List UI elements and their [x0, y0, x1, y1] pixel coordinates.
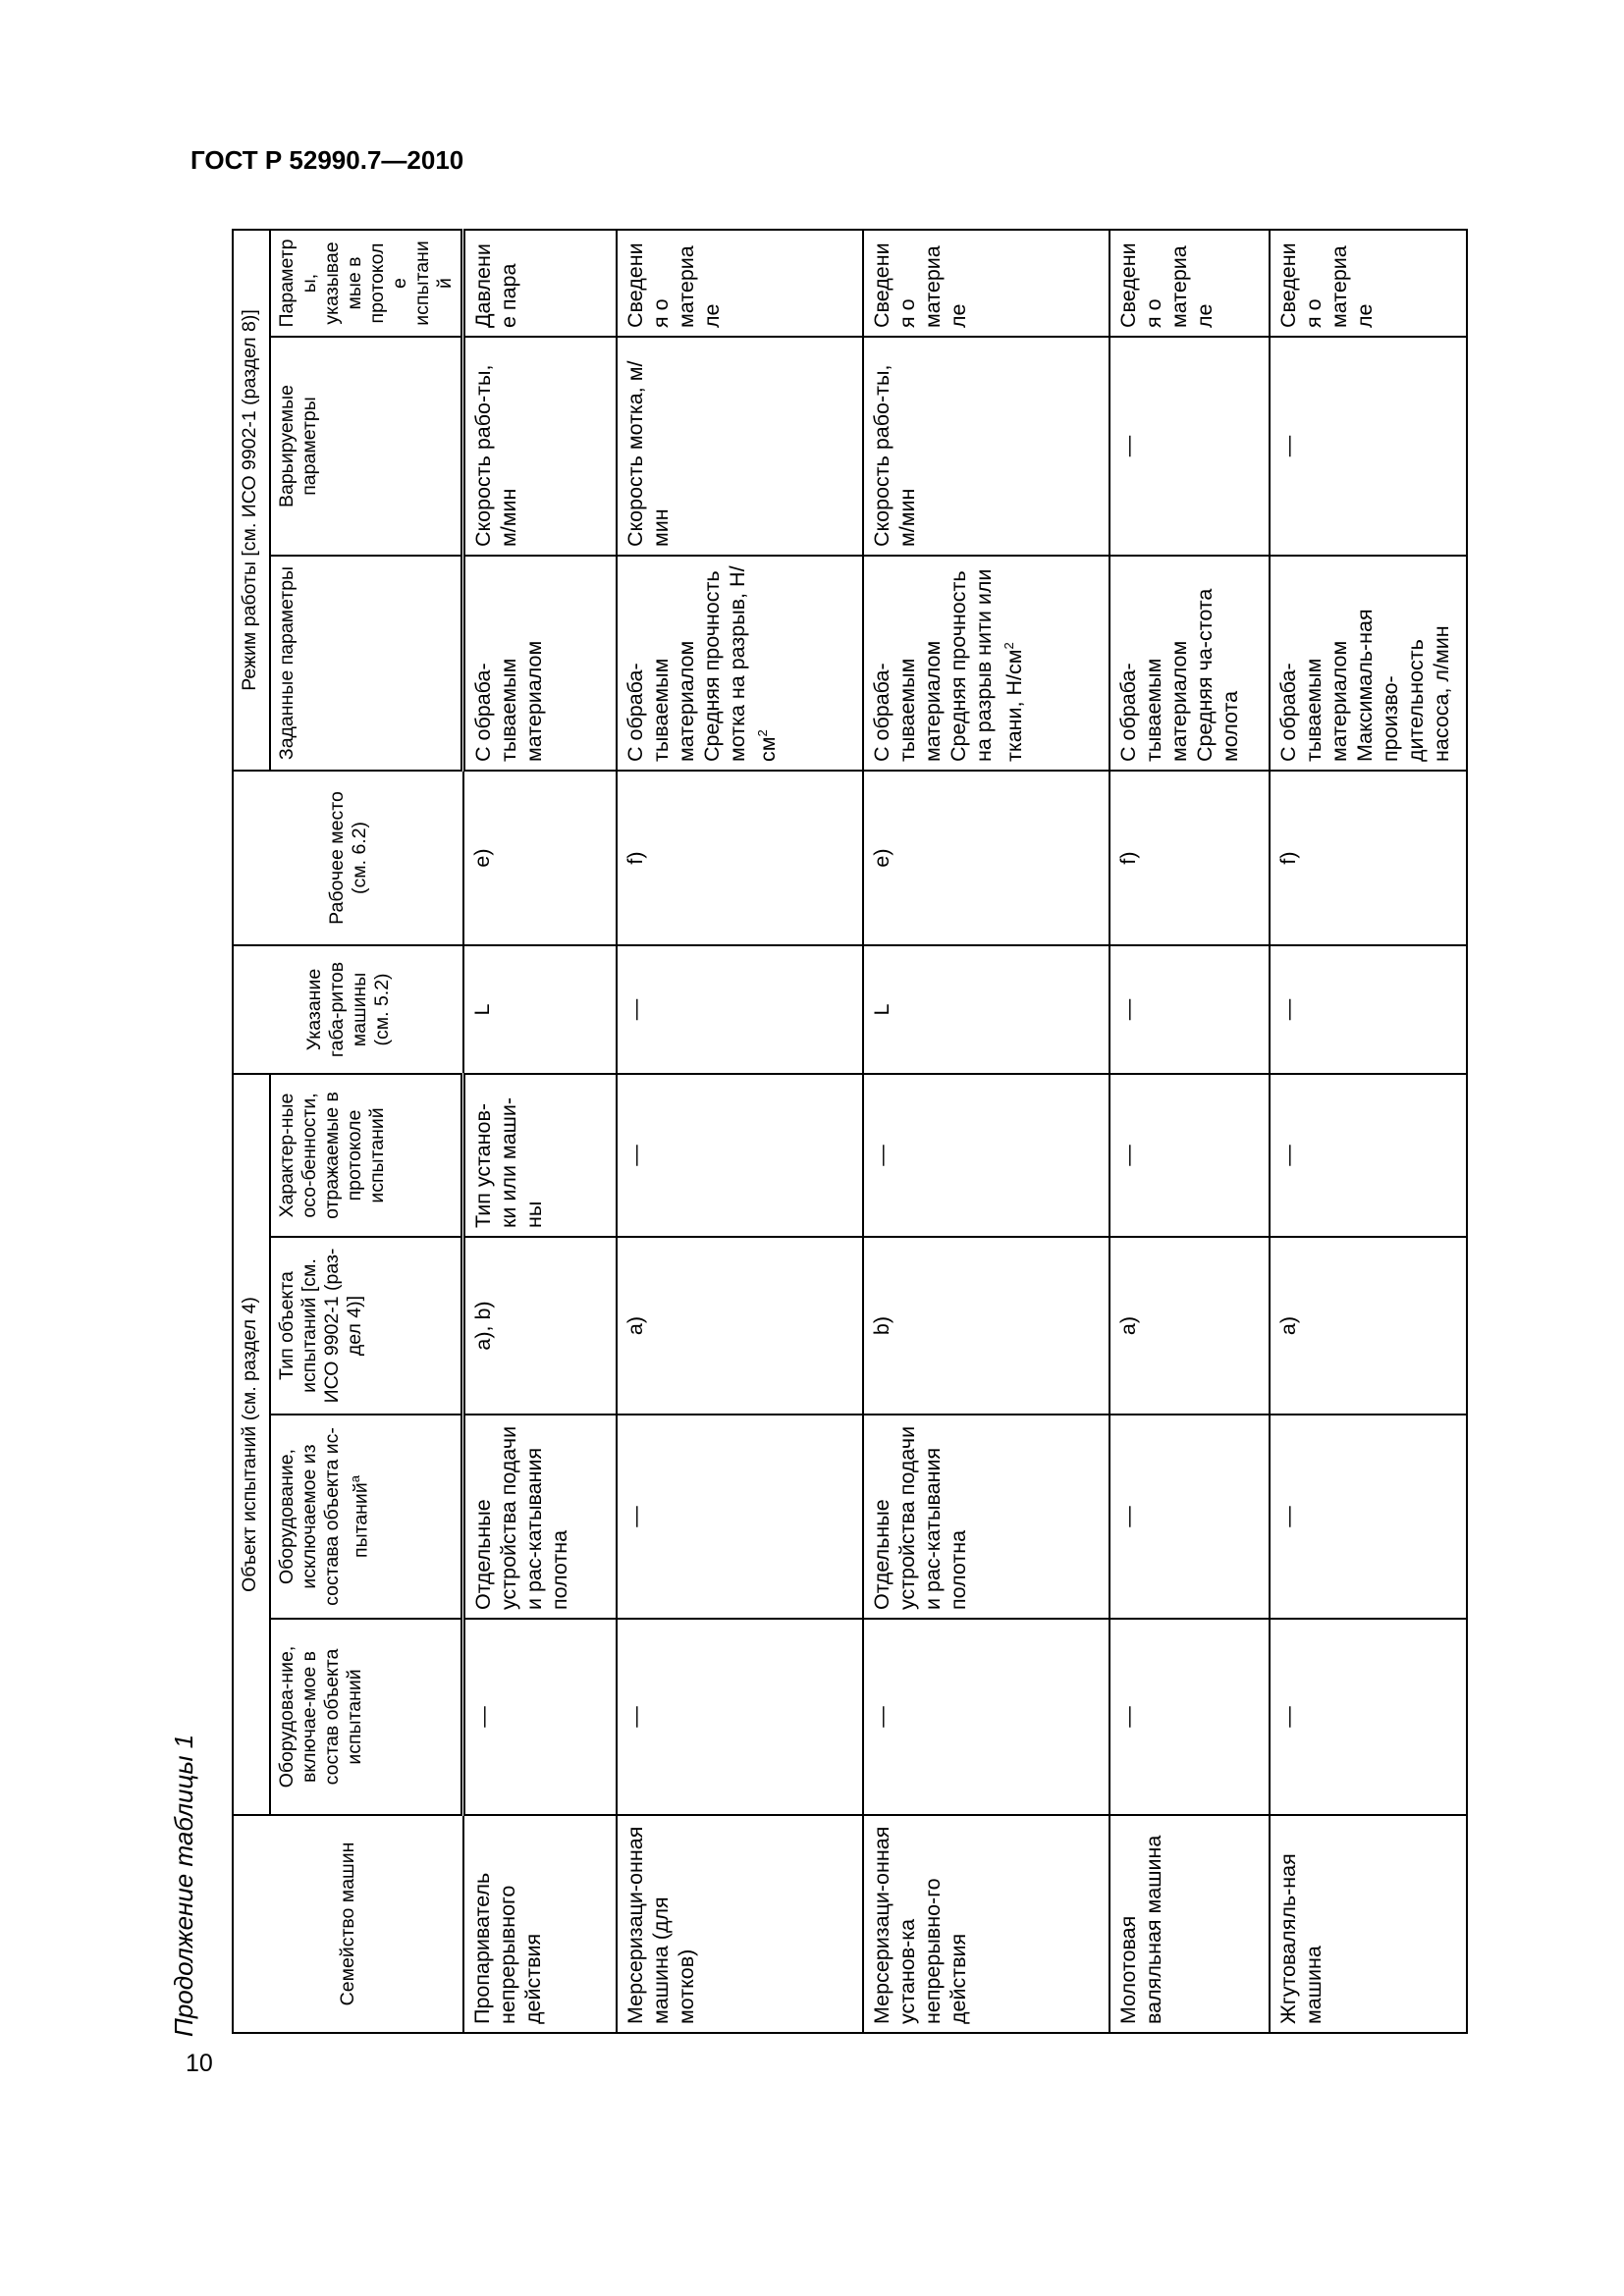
cell-features: —: [1270, 1074, 1467, 1237]
col-header-excluded: [270, 1415, 463, 1619]
table-caption: Продолжение таблицы 1: [169, 1734, 198, 2037]
cell-family: Мерсеризаци-онная машина (для мотков): [617, 1815, 863, 2033]
cell-workplace: e): [863, 771, 1110, 945]
cell-excluded: Отдельные устройства подачи и рас-катывания полотна: [463, 1415, 617, 1619]
cell-dims: —: [1110, 945, 1270, 1074]
cell-report-params: Давление пара: [463, 230, 617, 337]
cell-workplace: f): [1270, 771, 1467, 945]
cell-report-params: Сведения о материале: [1270, 230, 1467, 337]
cell-set-params: С обраба-тываемым материалом Средняя ча-стота молота: [1110, 556, 1270, 771]
cell-features: —: [617, 1074, 863, 1237]
col-header-set-params: Заданные параметры: [270, 556, 463, 771]
cell-features: Тип установ-ки или маши-ны: [463, 1074, 617, 1237]
cell-included: —: [1270, 1619, 1467, 1815]
cell-excluded: Отдельные устройства подачи и рас-катывания полотна: [863, 1415, 1110, 1619]
cell-set-params: [863, 556, 1110, 771]
document-header: ГОСТ Р 52990.7—2010: [190, 145, 464, 175]
cell-features: —: [1110, 1074, 1270, 1237]
cell-dims: —: [617, 945, 863, 1074]
col-header-report-params: Параметры, указываемые в протоколе испытаний: [270, 230, 463, 337]
col-header-features: Характер-ные осо-бенности, отражаемые в протоколе испытаний: [270, 1074, 463, 1237]
cell-report-params: Сведения о материале: [617, 230, 863, 337]
group-header-mode: Режим работы [см. ИСО 9902-1 (раздел 8)]: [233, 230, 270, 771]
superscript: 2: [1001, 642, 1016, 650]
cell-type: a): [1270, 1237, 1467, 1415]
cell-workplace: f): [617, 771, 863, 945]
cell-var-params: Скорость рабо-ты, м/мин: [863, 337, 1110, 556]
cell-included: —: [617, 1619, 863, 1815]
cell-included: —: [463, 1619, 617, 1815]
cell-dims: L: [463, 945, 617, 1074]
rotated-table-container: [232, 231, 1477, 2034]
footnote-marker: a: [348, 1475, 362, 1483]
table-row: [1110, 230, 1270, 2033]
table-row: [463, 230, 617, 2033]
col-header-family: Семейство машин: [233, 1815, 463, 2033]
cell-excluded: —: [1110, 1415, 1270, 1619]
col-header-workplace: Рабочее место (см. 6.2): [233, 771, 463, 945]
cell-set-params: С обраба-тываемым материалом: [463, 556, 617, 771]
cell-set-params-text: С обраба-тываемым материалом Средняя прочность мотка на разрыв, Н/см: [623, 565, 780, 762]
cell-dims: —: [1270, 945, 1467, 1074]
cell-workplace: e): [463, 771, 617, 945]
cell-family: Мерсеризаци-онная установ-ка непрерывно-го действия: [863, 1815, 1110, 2033]
cell-set-params-text: С обраба-тываемым материалом Средняя прочность на разрыв нити или ткани, Н/см: [869, 568, 1026, 762]
cell-type: a), b): [463, 1237, 617, 1415]
cell-features: —: [863, 1074, 1110, 1237]
col-header-included: Оборудова-ние, включае-мое в состав объекта испытаний: [270, 1619, 463, 1815]
cell-excluded: —: [1270, 1415, 1467, 1619]
col-header-var-params: Варьируемые параметры: [270, 337, 463, 556]
cell-var-params: Скорость мотка, м/мин: [617, 337, 863, 556]
table-row: [1270, 230, 1467, 2033]
cell-report-params: Сведения о материале: [1110, 230, 1270, 337]
cell-workplace: f): [1110, 771, 1270, 945]
cell-dims: L: [863, 945, 1110, 1074]
col-header-dims: Указание габа-ритов машины (см. 5.2): [233, 945, 463, 1074]
cell-set-params: С обраба-тываемым материалом Максималь-ная произво-дительность насоса, л/мин: [1270, 556, 1467, 771]
cell-report-params: Сведения о материале: [863, 230, 1110, 337]
machine-table: [232, 229, 1468, 2034]
cell-family: Жгутоваляль-ная машина: [1270, 1815, 1467, 2033]
table-row: [863, 230, 1110, 2033]
cell-excluded: —: [617, 1415, 863, 1619]
cell-set-params: [617, 556, 863, 771]
cell-family: Молотовая валяльная машина: [1110, 1815, 1270, 2033]
cell-included: —: [1110, 1619, 1270, 1815]
cell-type: a): [617, 1237, 863, 1415]
cell-included: —: [863, 1619, 1110, 1815]
caption-container: [169, 1664, 208, 2037]
cell-var-params: —: [1110, 337, 1270, 556]
col-header-type: Тип объекта испытаний [см. ИСО 9902-1 (раз-дел 4)]: [270, 1237, 463, 1415]
cell-family: Пропариватель непрерывного действия: [463, 1815, 617, 2033]
table-row: [617, 230, 863, 2033]
cell-var-params: Скорость рабо-ты, м/мин: [463, 337, 617, 556]
superscript: 2: [754, 729, 770, 737]
cell-type: b): [863, 1237, 1110, 1415]
group-header-row: [233, 230, 270, 2033]
cell-var-params: —: [1270, 337, 1467, 556]
group-header-object: Объект испытаний (см. раздел 4): [233, 1074, 270, 1815]
cell-type: a): [1110, 1237, 1270, 1415]
col-header-excluded-text: Оборудование, исключаемое из состава объекта ис-пытаний: [276, 1427, 372, 1606]
page-number: 10: [186, 2050, 213, 2077]
column-header-row: [270, 230, 463, 2033]
